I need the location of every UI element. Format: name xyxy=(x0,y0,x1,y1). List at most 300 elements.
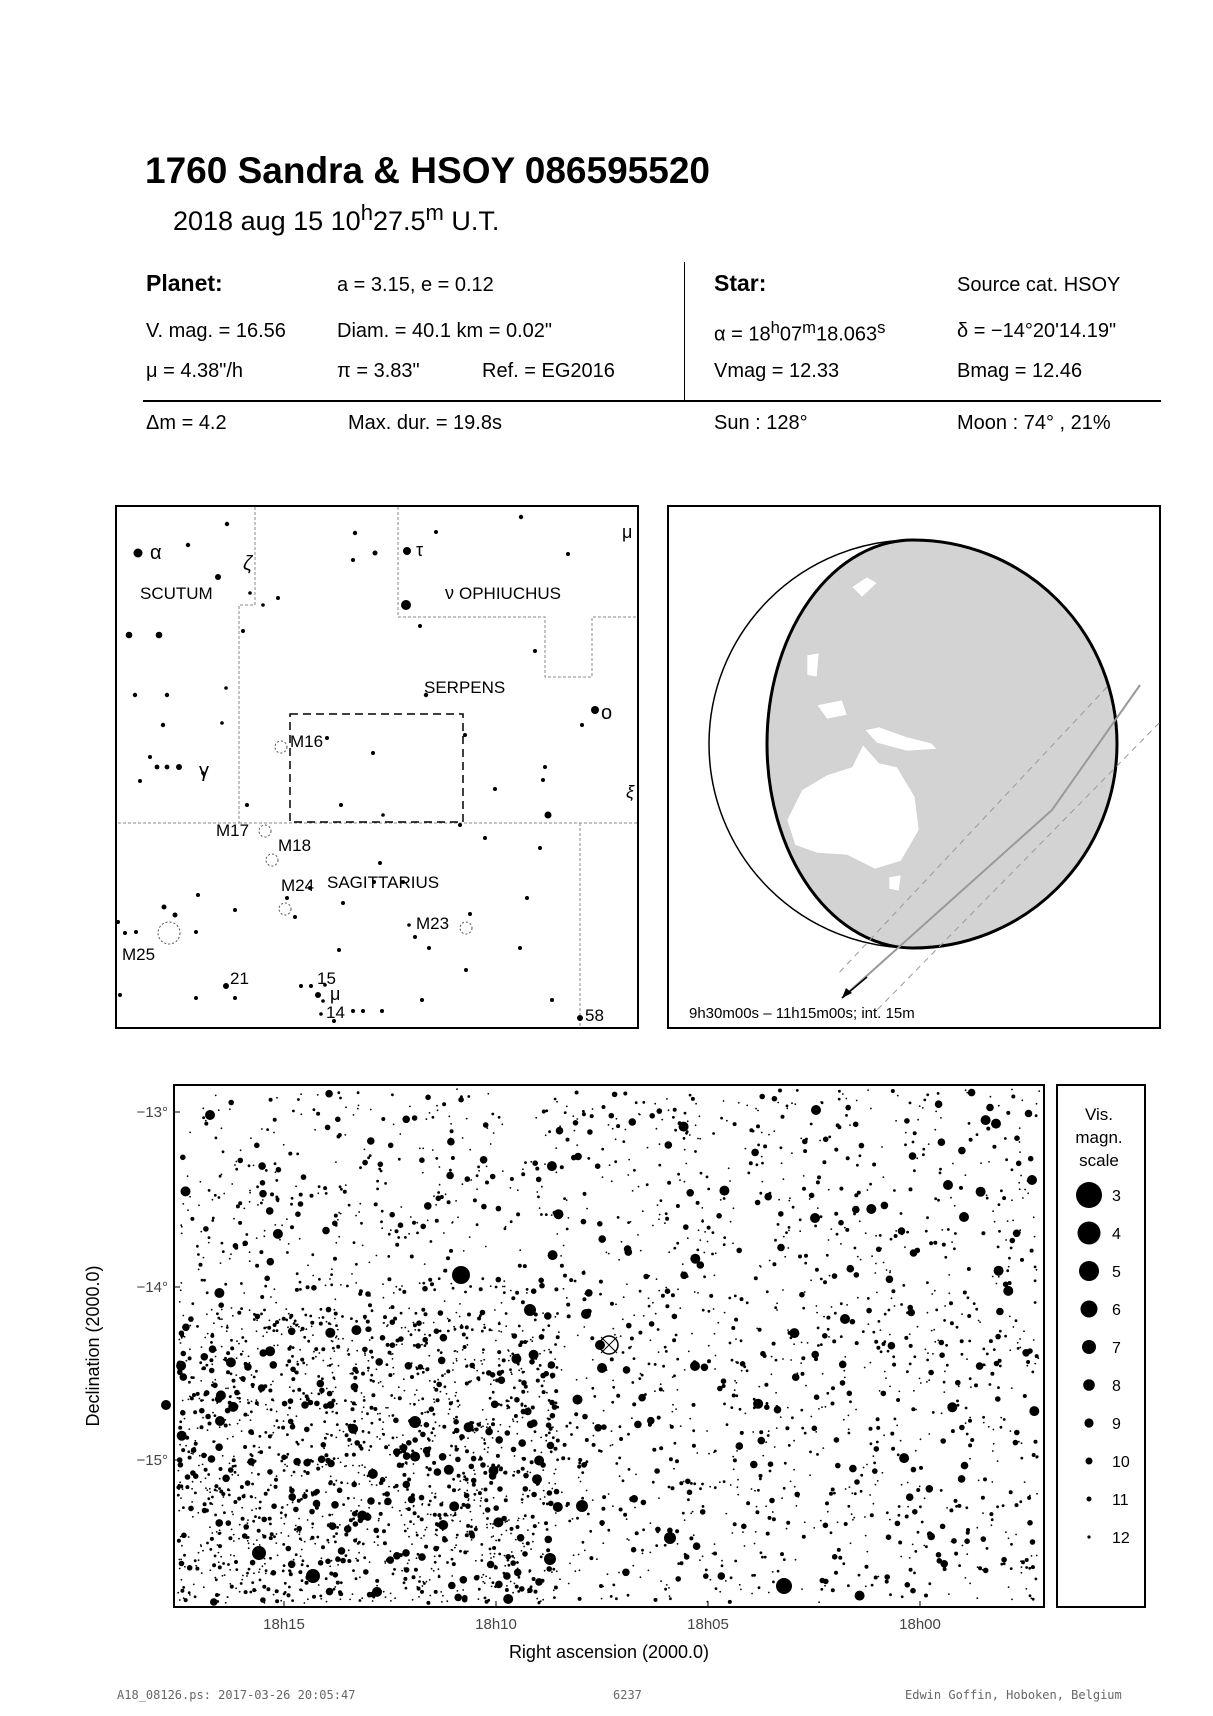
field-star xyxy=(510,1396,513,1399)
field-star xyxy=(247,1540,249,1542)
field-star xyxy=(216,1600,219,1603)
field-star xyxy=(625,1248,633,1256)
field-star xyxy=(457,1216,459,1218)
field-star xyxy=(246,1575,248,1577)
field-star xyxy=(396,1344,398,1346)
field-star xyxy=(328,1481,332,1485)
field-star xyxy=(455,1416,458,1419)
field-star xyxy=(935,1111,937,1113)
field-star xyxy=(301,1549,303,1551)
field-star xyxy=(234,1560,238,1564)
field-star xyxy=(218,1552,220,1554)
field-star xyxy=(467,1344,469,1346)
field-star xyxy=(771,1356,773,1358)
field-star xyxy=(498,1358,500,1360)
bright-star xyxy=(205,1110,215,1120)
field-star xyxy=(642,1101,645,1104)
field-star xyxy=(460,1095,463,1098)
field-star xyxy=(909,1344,913,1348)
field-star xyxy=(407,1563,409,1565)
field-star xyxy=(728,1600,732,1604)
field-star xyxy=(665,1212,668,1215)
field-star xyxy=(601,1598,603,1600)
field-star xyxy=(593,1435,595,1437)
field-star xyxy=(691,1097,695,1101)
field-star xyxy=(252,1383,255,1386)
field-star xyxy=(345,1184,347,1186)
field-star xyxy=(179,1420,182,1423)
field-star xyxy=(323,1447,325,1449)
field-star xyxy=(180,1536,182,1538)
field-star xyxy=(927,1352,929,1354)
field-star xyxy=(551,1214,553,1216)
label-21: 21 xyxy=(230,969,249,988)
field-star xyxy=(847,1265,855,1273)
field-star xyxy=(527,1529,529,1531)
label-tau: τ xyxy=(416,540,424,560)
field-star xyxy=(297,1361,299,1363)
field-star xyxy=(315,1506,319,1510)
field-star xyxy=(187,1209,189,1211)
field-star xyxy=(395,1243,399,1247)
field-star xyxy=(546,1566,552,1572)
field-star xyxy=(353,1114,355,1116)
field-star xyxy=(601,1148,604,1151)
field-star xyxy=(788,1230,790,1232)
field-star xyxy=(300,1398,302,1400)
field-star xyxy=(296,1526,302,1532)
field-star xyxy=(271,1398,274,1401)
field-star xyxy=(449,1249,453,1253)
field-star xyxy=(898,1391,900,1393)
field-star xyxy=(797,1372,799,1374)
field-star xyxy=(1037,1357,1039,1359)
field-star xyxy=(433,1413,436,1416)
field-star xyxy=(476,1376,480,1380)
field-star xyxy=(453,1418,455,1420)
field-star xyxy=(948,1292,950,1294)
field-star xyxy=(737,1479,739,1481)
field-star xyxy=(628,1539,630,1541)
field-star xyxy=(832,1554,838,1560)
field-star xyxy=(261,1128,263,1130)
field-star xyxy=(712,1553,714,1555)
field-star xyxy=(823,1137,829,1143)
field-star xyxy=(433,1398,435,1400)
field-star xyxy=(895,1120,897,1122)
field-star xyxy=(553,1589,555,1591)
field-star xyxy=(737,1486,739,1488)
field-star xyxy=(260,1202,263,1205)
field-star xyxy=(201,1572,203,1574)
field-star xyxy=(848,1415,850,1417)
field-star xyxy=(419,1576,421,1578)
field-star xyxy=(631,1381,634,1384)
field-star xyxy=(321,1442,327,1448)
field-star xyxy=(340,1188,343,1191)
field-star xyxy=(736,1442,744,1450)
finder-star xyxy=(134,549,143,558)
field-star xyxy=(426,1118,428,1120)
field-star xyxy=(231,1474,233,1476)
field-star xyxy=(804,1432,807,1435)
field-star xyxy=(267,1258,275,1266)
field-star xyxy=(788,1226,791,1229)
field-star xyxy=(566,1228,569,1231)
field-star xyxy=(576,1118,578,1120)
field-star xyxy=(683,1137,686,1140)
field-star xyxy=(319,1408,321,1410)
field-star xyxy=(747,1172,750,1175)
field-star xyxy=(180,1289,182,1291)
field-star xyxy=(663,1390,665,1392)
field-star xyxy=(210,1341,213,1344)
planet-reference: Ref. = EG2016 xyxy=(482,360,615,382)
field-star xyxy=(275,1542,277,1544)
field-star xyxy=(615,1303,617,1305)
field-star xyxy=(353,1497,355,1499)
field-star xyxy=(697,1292,699,1294)
field-star xyxy=(566,1297,568,1299)
field-star xyxy=(387,1324,389,1326)
field-star xyxy=(573,1395,583,1405)
field-star xyxy=(528,1407,530,1409)
bright-star xyxy=(959,1212,969,1222)
field-star xyxy=(181,1545,183,1547)
field-star xyxy=(190,1396,194,1400)
field-star xyxy=(793,1440,795,1442)
field-star xyxy=(869,1494,871,1496)
field-star xyxy=(755,1510,759,1514)
field-star xyxy=(978,1566,982,1570)
field-star xyxy=(339,1185,342,1188)
field-star xyxy=(284,1514,287,1517)
field-star xyxy=(583,1462,587,1466)
field-star xyxy=(776,1309,778,1311)
field-star xyxy=(389,1454,391,1456)
field-star xyxy=(232,1514,234,1516)
field-star xyxy=(531,1515,535,1519)
field-star xyxy=(398,1386,400,1388)
field-star xyxy=(416,1534,419,1537)
field-star xyxy=(332,1376,335,1379)
field-star xyxy=(699,1487,702,1490)
field-star xyxy=(969,1377,972,1380)
field-star xyxy=(435,1421,437,1423)
field-star xyxy=(680,1272,688,1280)
field-star xyxy=(408,1308,410,1310)
field-star xyxy=(454,1594,462,1602)
field-star xyxy=(612,1092,618,1098)
field-star xyxy=(966,1528,970,1532)
field-star xyxy=(189,1594,191,1596)
field-star xyxy=(239,1393,241,1395)
field-star xyxy=(1004,1137,1007,1140)
field-star xyxy=(312,1527,314,1529)
field-star xyxy=(199,1361,202,1364)
field-star xyxy=(464,1291,467,1294)
field-star xyxy=(427,1513,429,1515)
field-star xyxy=(378,1520,380,1522)
field-star xyxy=(267,1469,273,1475)
field-star xyxy=(1034,1266,1037,1269)
field-star xyxy=(399,1288,402,1291)
field-star xyxy=(405,1461,408,1464)
field-star xyxy=(526,1541,530,1545)
field-star xyxy=(407,1507,411,1511)
field-star xyxy=(679,1179,681,1181)
field-star xyxy=(776,1302,778,1304)
field-star xyxy=(784,1462,787,1465)
field-star xyxy=(850,1542,852,1544)
field-star xyxy=(243,1292,245,1294)
field-star xyxy=(318,1317,320,1319)
field-star xyxy=(631,1417,633,1419)
x-axis-label: Right ascension (2000.0) xyxy=(508,1642,710,1662)
field-star xyxy=(325,1411,328,1414)
field-star xyxy=(758,1328,762,1332)
label-xi: ξ xyxy=(626,782,635,802)
field-star xyxy=(345,1465,347,1467)
field-star xyxy=(554,1287,558,1291)
field-star xyxy=(694,1150,697,1153)
field-star xyxy=(614,1160,617,1163)
field-star xyxy=(480,1310,486,1316)
field-star xyxy=(228,1100,234,1106)
field-star xyxy=(683,1481,685,1483)
field-star xyxy=(215,1443,223,1451)
field-star xyxy=(178,1559,180,1561)
field-star xyxy=(913,1169,916,1172)
field-star xyxy=(907,1506,909,1508)
field-star xyxy=(535,1578,543,1586)
field-star xyxy=(456,1358,458,1360)
field-star xyxy=(487,1093,489,1095)
field-star xyxy=(259,1435,262,1438)
field-star xyxy=(327,1460,335,1468)
field-star xyxy=(1020,1258,1024,1262)
field-star xyxy=(355,1433,357,1435)
field-star xyxy=(855,1591,865,1601)
field-star xyxy=(452,1369,454,1371)
finder-star xyxy=(116,920,120,924)
finder-star xyxy=(458,823,462,827)
field-star xyxy=(288,1561,296,1569)
field-star xyxy=(270,1484,272,1486)
field-star xyxy=(422,1337,428,1343)
field-star xyxy=(356,1350,358,1352)
finder-star xyxy=(176,764,182,770)
field-star xyxy=(500,1404,503,1407)
field-star xyxy=(590,1114,594,1118)
field-star xyxy=(455,1544,457,1546)
field-star xyxy=(583,1270,585,1272)
field-star xyxy=(443,1269,447,1273)
field-star xyxy=(707,1241,709,1243)
field-star xyxy=(212,1399,215,1402)
field-star xyxy=(399,1133,401,1135)
field-star xyxy=(592,1422,594,1424)
field-star xyxy=(802,1187,806,1191)
field-star xyxy=(883,1434,885,1436)
field-star xyxy=(249,1362,251,1364)
field-star xyxy=(251,1483,254,1486)
star-source: Source cat. HSOY xyxy=(957,274,1121,296)
field-star xyxy=(912,1544,914,1546)
field-star xyxy=(397,1236,400,1239)
field-star xyxy=(818,1408,820,1410)
field-star xyxy=(191,1452,193,1454)
field-star xyxy=(273,1229,283,1239)
field-star xyxy=(795,1559,797,1561)
field-star xyxy=(486,1127,488,1129)
field-star xyxy=(521,1445,523,1447)
field-star xyxy=(221,1309,223,1311)
field-star xyxy=(509,1368,512,1371)
field-star xyxy=(657,1416,661,1420)
field-star xyxy=(619,1425,622,1428)
field-star xyxy=(433,1195,435,1197)
field-star xyxy=(492,1437,494,1439)
field-star xyxy=(355,1320,358,1323)
field-star xyxy=(350,1317,353,1320)
field-star xyxy=(298,1570,302,1574)
field-star xyxy=(638,1377,641,1380)
field-star xyxy=(662,1365,665,1368)
field-star xyxy=(699,1239,701,1241)
finder-star xyxy=(220,721,224,725)
field-star xyxy=(256,1330,258,1332)
field-star xyxy=(297,1098,300,1101)
field-star xyxy=(486,1426,488,1428)
field-star xyxy=(867,1189,869,1191)
field-star xyxy=(536,1598,538,1600)
field-star xyxy=(273,1118,277,1122)
field-star xyxy=(495,1436,503,1444)
field-star xyxy=(420,1432,426,1438)
field-star xyxy=(657,1108,663,1114)
field-star xyxy=(482,1409,484,1411)
field-star xyxy=(283,1144,285,1146)
field-star xyxy=(240,1149,242,1151)
field-star xyxy=(249,1201,251,1203)
field-star xyxy=(1038,1090,1040,1092)
field-star xyxy=(427,1474,430,1477)
field-star xyxy=(289,1386,291,1388)
x-tick-label: 18h05 xyxy=(687,1616,729,1633)
field-star xyxy=(702,1219,704,1221)
field-star xyxy=(736,1450,738,1452)
field-star xyxy=(185,1485,189,1489)
field-star xyxy=(345,1106,347,1108)
field-star xyxy=(262,1535,266,1539)
finder-star xyxy=(321,999,325,1003)
field-star xyxy=(365,1513,369,1517)
field-star xyxy=(970,1438,974,1442)
field-star xyxy=(451,1222,453,1224)
field-star xyxy=(654,1103,656,1105)
field-star xyxy=(227,1563,230,1566)
field-star xyxy=(446,1600,448,1602)
field-star xyxy=(577,1465,581,1469)
field-star xyxy=(733,1122,737,1126)
field-star xyxy=(219,1318,221,1320)
field-star xyxy=(247,1522,249,1524)
field-star xyxy=(180,1342,182,1344)
field-star xyxy=(303,1470,306,1473)
field-star xyxy=(390,1593,392,1595)
field-star xyxy=(286,1465,288,1467)
field-star xyxy=(766,1290,769,1293)
field-star xyxy=(804,1521,806,1523)
field-star xyxy=(692,1444,696,1448)
field-star xyxy=(832,1339,836,1343)
field-star xyxy=(495,1340,497,1342)
field-star xyxy=(359,1576,361,1578)
field-star xyxy=(224,1424,228,1428)
field-star xyxy=(466,1490,468,1492)
field-star xyxy=(292,1346,295,1349)
field-star xyxy=(465,1382,469,1386)
field-star xyxy=(305,1328,307,1330)
field-star xyxy=(510,1355,512,1357)
field-star xyxy=(282,1543,285,1546)
field-star xyxy=(307,1598,309,1600)
field-star xyxy=(992,1450,994,1452)
field-star xyxy=(402,1549,410,1557)
field-star xyxy=(521,1172,525,1176)
field-star xyxy=(485,1181,489,1185)
field-star xyxy=(533,1449,536,1452)
field-star xyxy=(940,1438,946,1444)
field-star xyxy=(739,1584,741,1586)
field-star xyxy=(986,1197,989,1200)
field-star xyxy=(392,1353,394,1355)
field-star xyxy=(735,1394,738,1397)
field-star xyxy=(988,1426,990,1428)
field-star xyxy=(215,1356,217,1358)
field-star xyxy=(925,1349,927,1351)
field-star xyxy=(639,1114,641,1116)
field-star xyxy=(233,1243,239,1249)
field-star xyxy=(378,1162,384,1168)
field-star xyxy=(946,1507,948,1509)
field-star xyxy=(751,1574,754,1577)
field-star xyxy=(978,1320,980,1322)
bright-star xyxy=(524,1304,536,1316)
field-star xyxy=(335,1117,341,1123)
field-star xyxy=(230,1346,234,1350)
field-star xyxy=(874,1446,880,1452)
field-star xyxy=(839,1187,843,1191)
field-star xyxy=(658,1497,660,1499)
field-star xyxy=(295,1460,299,1464)
field-star xyxy=(816,1180,820,1184)
field-star xyxy=(200,1399,203,1402)
field-star xyxy=(842,1562,845,1565)
field-star xyxy=(823,1523,829,1529)
field-star xyxy=(358,1465,360,1467)
field-star xyxy=(256,1237,258,1239)
field-star xyxy=(785,1426,789,1430)
field-star xyxy=(195,1492,197,1494)
field-star xyxy=(449,1169,452,1172)
field-star xyxy=(365,1291,371,1297)
field-star xyxy=(501,1447,503,1449)
field-star xyxy=(302,1493,308,1499)
field-star xyxy=(491,1586,493,1588)
field-star xyxy=(595,1163,601,1169)
